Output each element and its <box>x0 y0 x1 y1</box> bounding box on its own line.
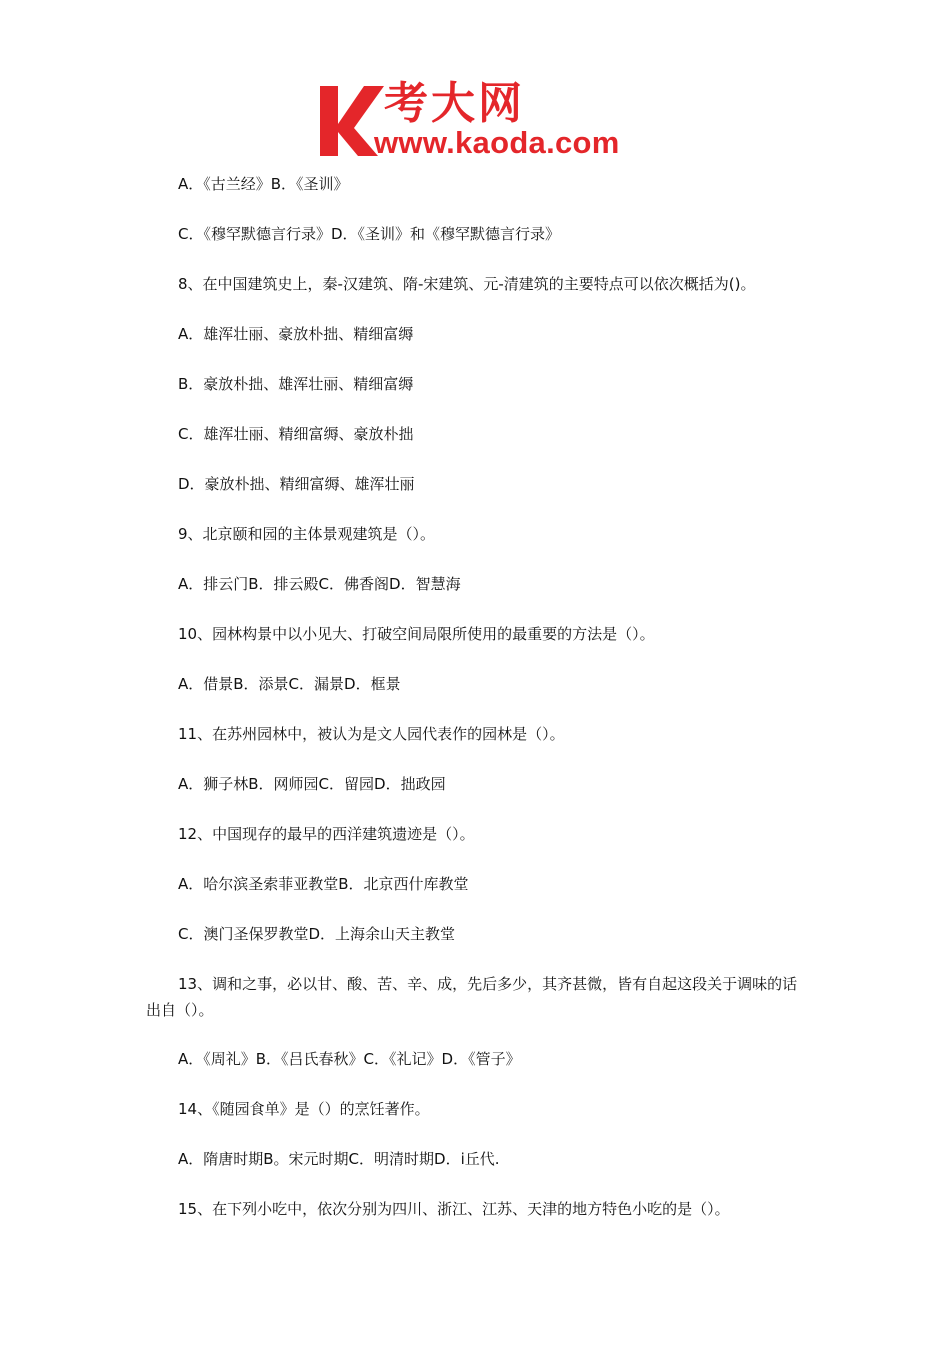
q11-options: A．狮子林B．网师园C．留园D．拙政园 <box>178 775 446 793</box>
q7-options-cd: C．《穆罕默德言行录》D．《圣训》和《穆罕默德言行录》 <box>178 225 561 243</box>
logo-brand-text: 考大网 <box>384 78 525 129</box>
q8-option-d: D．豪放朴拙、精细富缛、雄浑壮丽 <box>178 475 415 493</box>
q8-option-b: B．豪放朴拙、雄浑壮丽、精细富缛 <box>178 375 414 393</box>
q14-question: 14、《随园食单》是（）的烹饪著作。 <box>178 1100 430 1118</box>
q7-options-ab: A．《古兰经》B．《圣训》 <box>178 175 349 193</box>
q9-options: A．排云门B．排云殿C．佛香阁D．智慧海 <box>178 575 461 593</box>
q14-options: A．隋唐时期B。宋元时期C．明清时期D．i丘代. <box>178 1150 500 1168</box>
q13-options: A．《周礼》B．《吕氏春秋》C．《礼记》D．《管子》 <box>178 1050 521 1068</box>
q10-question: 10、园林构景中以小见大、打破空间局限所使用的最重要的方法是（）。 <box>178 625 655 643</box>
q12-options-ab: A．哈尔滨圣索菲亚教堂B．北京西什库教堂 <box>178 875 469 893</box>
q10-options: A．借景B．添景C．漏景D．框景 <box>178 675 401 693</box>
q11-question: 11、在苏州园林中，被认为是文人园代表作的园林是（）。 <box>178 725 565 743</box>
q15-question: 15、在下列小吃中，依次分别为四川、浙江、江苏、天津的地方特色小吃的是（）。 <box>178 1200 730 1218</box>
q8-question: 8、在中国建筑史上，秦-汉建筑、隋-宋建筑、元-清建筑的主要特点可以依次概括为()。 <box>178 275 756 293</box>
q8-option-a: A．雄浑壮丽、豪放朴拙、精细富缛 <box>178 325 414 343</box>
q9-question: 9、北京颐和园的主体景观建筑是（）。 <box>178 525 436 543</box>
q8-option-c: C．雄浑壮丽、精细富缛、豪放朴拙 <box>178 425 414 443</box>
q12-options-cd: C．澳门圣保罗教堂D．上海余山天主教堂 <box>178 925 456 943</box>
logo-url-text: www.kaoda.com <box>374 125 620 160</box>
q13-question: 13、调和之事，必以甘、酸、苦、辛、成，先后多少，其齐甚微，皆有自起这段关于调味的话出自（）。 <box>146 975 798 1019</box>
q12-question: 12、中国现存的最早的西洋建筑遗迹是（）。 <box>178 825 475 843</box>
kaoda-logo <box>316 80 640 162</box>
